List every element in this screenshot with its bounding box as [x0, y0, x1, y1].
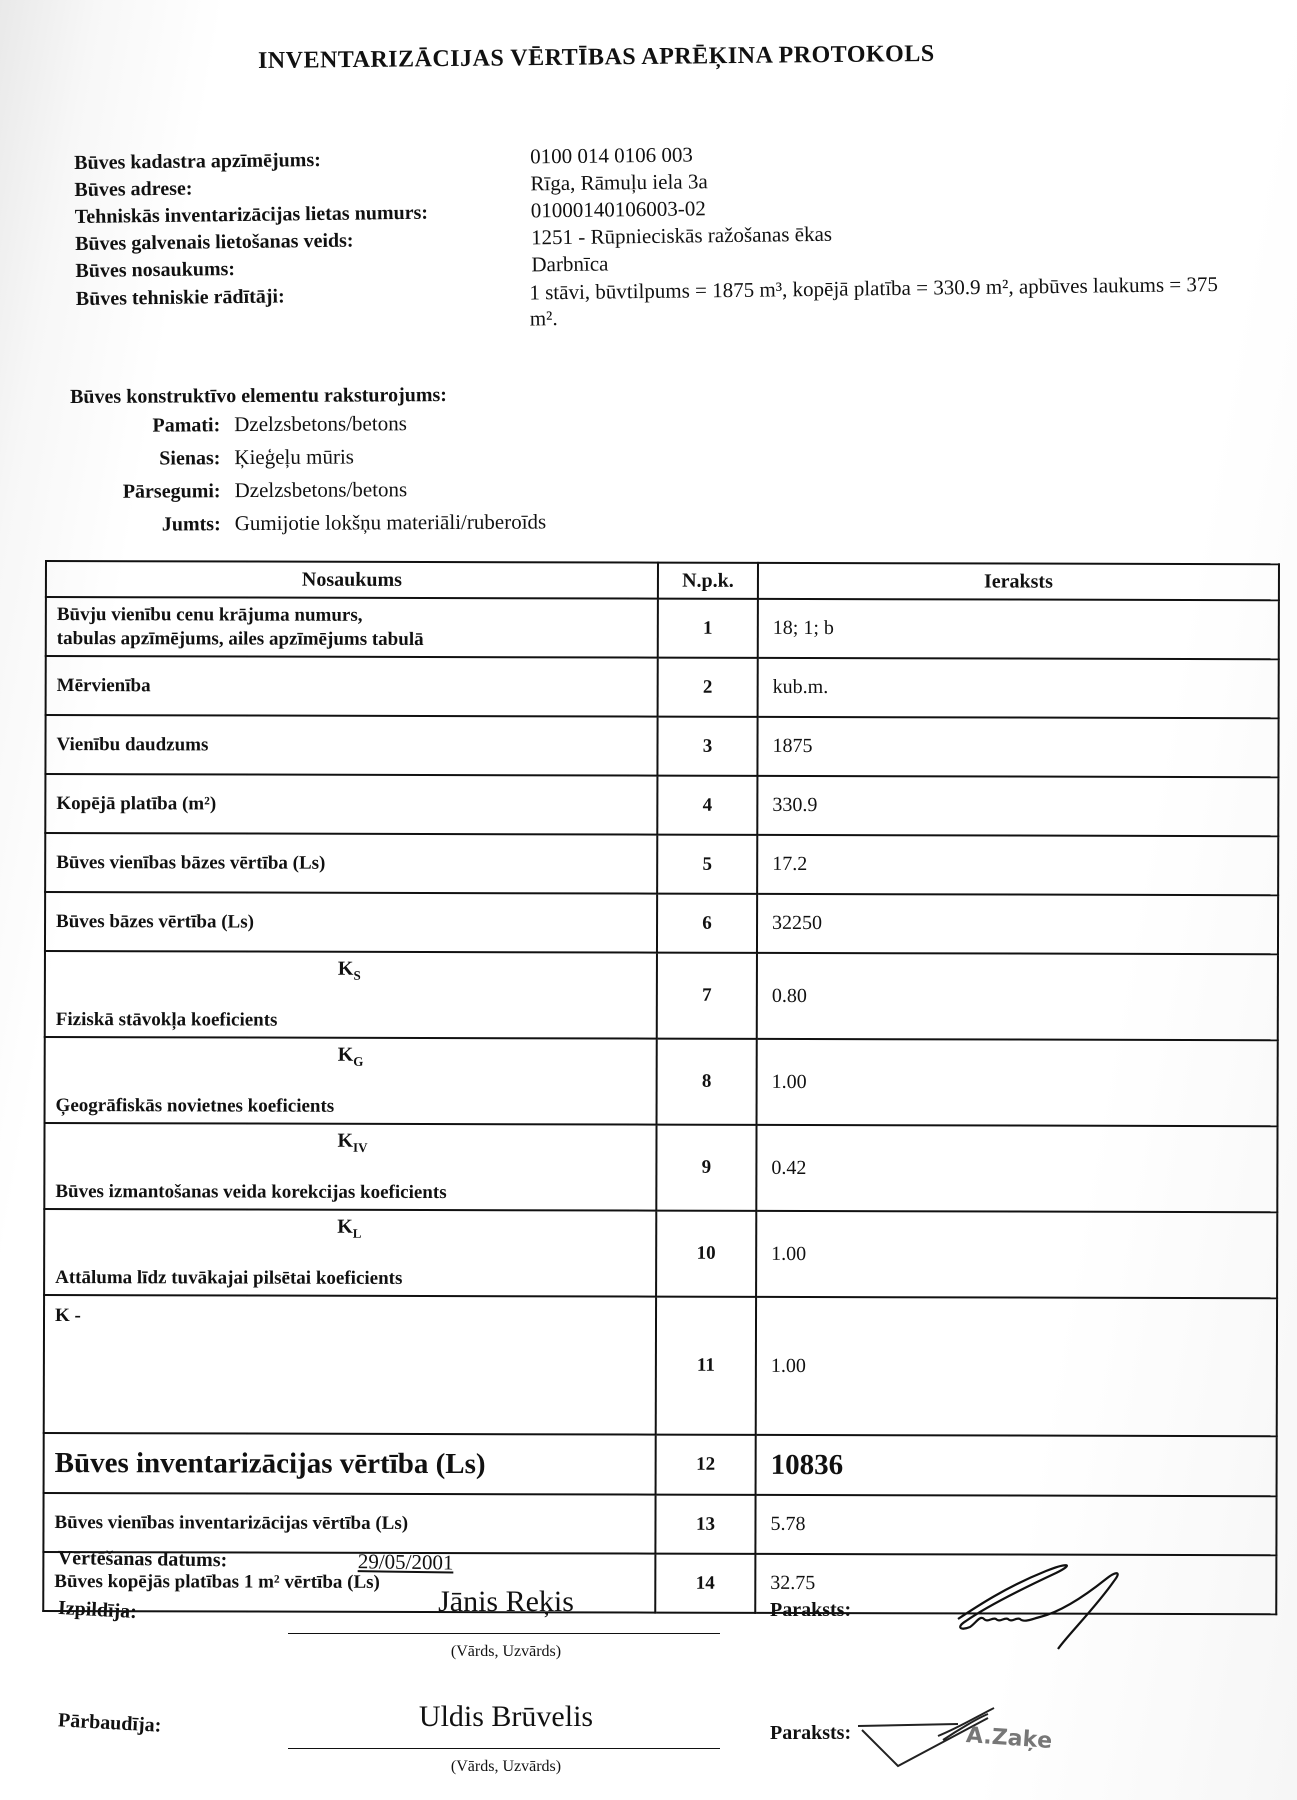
- row-value: 32.75: [755, 1554, 1276, 1614]
- table-row: [45, 892, 1278, 954]
- info-value: Rīga, Rāmuļu iela 3a: [530, 169, 708, 196]
- valuation-table-wrapper: [45, 560, 1285, 1612]
- k-letter: K: [337, 1129, 354, 1152]
- k-subscript: G: [353, 1053, 364, 1069]
- coefficient-symbol: [338, 1043, 364, 1074]
- row-npk: 10: [656, 1211, 756, 1297]
- row-value: 0.80: [757, 953, 1278, 1040]
- info-value: 1251 - Rūpnieciskās ražošanas ēkas: [530, 221, 833, 250]
- construction-row-walls: [70, 444, 546, 479]
- row-name: Būves vienības inventarizācijas vērtība (Ls): [43, 1493, 655, 1554]
- construction-label: Pamati:: [152, 414, 221, 437]
- construction-row-foundation: [70, 411, 546, 446]
- building-info: [74, 136, 1226, 337]
- info-label: Būves adrese:: [74, 177, 193, 201]
- construction-title: Būves konstruktīvo elementu raksturojums:: [70, 384, 447, 408]
- executed-name: Jānis Reķis: [438, 1585, 574, 1618]
- row-name-line2: tabulas apzīmējums, ailes apzīmējums tabulā: [56, 627, 424, 650]
- checked-label: Pārbaudīja:: [57, 1709, 162, 1737]
- construction-value: Dzelzsbetons/betons: [234, 477, 408, 503]
- row-value: kub.m.: [758, 658, 1279, 718]
- table-row-total: [44, 1433, 1277, 1496]
- construction-row-roof: [71, 510, 547, 545]
- table-row: [44, 1295, 1277, 1436]
- row-value: 32250: [757, 894, 1278, 954]
- date-label: Vērtēšanas datums:: [57, 1546, 228, 1572]
- table-row: [45, 1037, 1278, 1126]
- row-name: Attāluma līdz tuvākajai pilsētai koeficients: [55, 1267, 403, 1289]
- row-name: Vienību daudzums: [45, 715, 657, 776]
- signature-label: Paraksts:: [770, 1599, 852, 1621]
- row-npk: 4: [657, 776, 757, 835]
- row-name: Būves vienības bāzes vērtība (Ls): [45, 833, 657, 894]
- row-npk: 3: [657, 717, 757, 776]
- row-npk: 12: [656, 1435, 756, 1495]
- table-row: [44, 1209, 1277, 1298]
- k-letter: K: [337, 1043, 354, 1066]
- row-name-line1: Būvju vienību cenu krājuma numurs,: [56, 603, 363, 626]
- row-npk: 6: [657, 894, 757, 953]
- info-value: 01000140106003-02: [530, 196, 706, 223]
- row-npk: 8: [657, 1039, 757, 1125]
- row-name: Kopējā platība (m²): [45, 774, 657, 835]
- info-label: Būves galvenais lietošanas veids:: [75, 229, 354, 255]
- construction-elements: [70, 384, 546, 545]
- construction-value: Dzelzsbetons/betons: [234, 411, 407, 437]
- row-value: 10836: [756, 1435, 1277, 1496]
- header-name: Nosaukums: [46, 561, 658, 599]
- row-value: 0.42: [756, 1125, 1277, 1212]
- info-value: Darbnīca: [531, 251, 609, 277]
- executed-label: Izpildīja:: [57, 1596, 138, 1624]
- table-row: [44, 1123, 1277, 1212]
- info-label: Tehniskās inventarizācijas lietas numurs:: [74, 201, 429, 228]
- header-npk: N.p.k.: [658, 563, 758, 599]
- row-value: 1.00: [756, 1211, 1277, 1298]
- k-subscript: L: [352, 1225, 362, 1241]
- signature-mark: [946, 1557, 1186, 1667]
- table-row: [46, 656, 1279, 718]
- name-caption: (Vārds, Uzvārds): [450, 1758, 562, 1775]
- row-npk: 7: [657, 953, 757, 1039]
- checked-name: Uldis Brūvelis: [418, 1700, 594, 1733]
- info-value: 0100 014 0106 003: [529, 142, 693, 169]
- name-underline: [288, 1633, 720, 1634]
- row-name: Būves izmantošanas veida korekcijas koeficients: [55, 1181, 447, 1204]
- row-npk: 14: [655, 1554, 755, 1613]
- construction-label: Sienas:: [159, 447, 221, 470]
- table-row: [45, 833, 1278, 895]
- signature-stamp: A.Zaķe: [965, 1723, 1053, 1754]
- row-name: Būves kopējās platības 1 m² vērtība (Ls): [43, 1552, 655, 1613]
- row-npk: 1: [658, 599, 758, 658]
- row-name-cell: [45, 1037, 657, 1125]
- row-value: 330.9: [757, 776, 1278, 836]
- k-letter: K: [337, 1215, 353, 1238]
- construction-label: Pārsegumi:: [122, 480, 221, 503]
- k-subscript: S: [353, 967, 361, 983]
- header-entry: Ieraksts: [758, 563, 1279, 600]
- row-name: Mērvienība: [46, 656, 658, 717]
- row-npk: 13: [655, 1495, 755, 1554]
- name-caption: (Vārds, Uzvārds): [450, 1643, 562, 1660]
- row-name: Ģeogrāfiskās novietnes koeficients: [55, 1095, 335, 1117]
- construction-label: Jumts:: [161, 513, 221, 536]
- coefficient-symbol: [337, 1129, 367, 1160]
- row-name: Būves bāzes vērtība (Ls): [45, 892, 657, 953]
- table-row: [45, 715, 1278, 777]
- row-value: 18; 1; b: [758, 599, 1279, 659]
- row-npk: 9: [656, 1125, 756, 1211]
- k-letter: K: [337, 957, 354, 980]
- row-name-cell: [45, 951, 657, 1039]
- signature-label: Paraksts:: [770, 1722, 852, 1744]
- table-header-row: [46, 561, 1279, 600]
- info-label: Būves nosaukums:: [75, 258, 236, 282]
- name-underline: [288, 1748, 720, 1749]
- row-value: 5.78: [755, 1495, 1276, 1555]
- row-value: 1.00: [756, 1297, 1277, 1436]
- row-name: Fiziskā stāvokļa koeficients: [55, 1009, 278, 1031]
- coefficient-symbol: [338, 957, 361, 988]
- table-row: [45, 774, 1278, 836]
- info-label: Būves kadastra apzīmējums:: [74, 148, 321, 174]
- row-name-cell: [44, 1209, 656, 1297]
- construction-value: Ķieģeļu mūris: [234, 444, 354, 470]
- row-npk: 2: [658, 658, 758, 717]
- document-title: INVENTARIZĀCIJAS VĒRTĪBAS APRĒĶINA PROTOKOLS: [257, 40, 935, 74]
- construction-row-floors: [70, 477, 546, 512]
- row-value: 1875: [757, 717, 1278, 777]
- row-npk: 11: [656, 1297, 756, 1435]
- row-name: Būves inventarizācijas vērtība (Ls): [44, 1433, 656, 1495]
- date-value: 29/05/2001: [357, 1549, 454, 1575]
- row-value: 17.2: [757, 835, 1278, 895]
- table-row: [46, 597, 1279, 659]
- construction-value: Gumijotie lokšņu materiāli/ruberoīds: [234, 509, 547, 536]
- info-label: Būves tehniskie rādītāji:: [75, 285, 285, 310]
- row-name: [46, 597, 658, 658]
- row-npk: 5: [657, 835, 757, 894]
- valuation-table: [42, 560, 1280, 1615]
- row-value: 1.00: [757, 1039, 1278, 1126]
- row-name-cell: [44, 1123, 656, 1211]
- row-name: K -: [44, 1295, 656, 1435]
- info-value: 1 stāvi, būvtilpums = 1875 m³, kopējā platība = 330.9 m², apbūves laukums = 375 m².: [529, 272, 1219, 331]
- coefficient-symbol: [337, 1215, 361, 1246]
- table-row: [45, 951, 1278, 1040]
- k-subscript: IV: [353, 1139, 368, 1155]
